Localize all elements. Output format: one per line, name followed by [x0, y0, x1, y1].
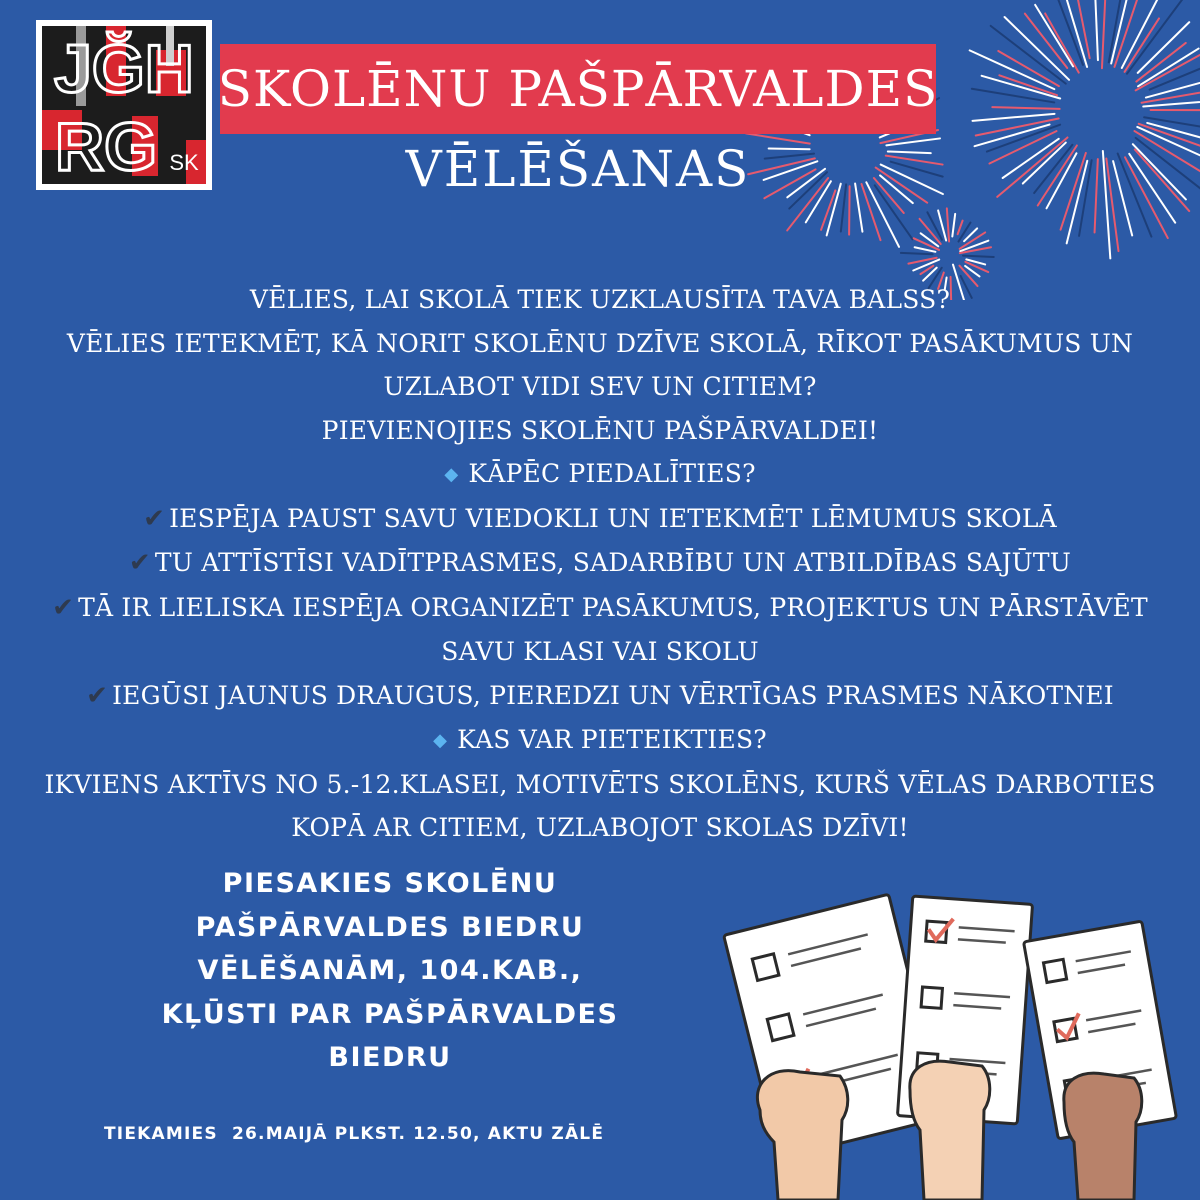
firework-ray	[1047, 153, 1077, 208]
logo-top-letters: JĞH	[54, 31, 194, 107]
cta-line: KĻŪSTI PAR PAŠPĀRVALDES	[161, 998, 619, 1030]
firework-ray	[963, 256, 994, 257]
benefit-item	[40, 541, 1160, 586]
check-mark-icon: ✔	[52, 592, 75, 623]
firework-ray	[947, 208, 949, 241]
benefit-item	[40, 674, 1160, 719]
call-to-action	[110, 862, 670, 1080]
why-heading	[40, 452, 1160, 497]
blue-diamond-icon: ◆	[433, 730, 448, 751]
firework-ray	[921, 233, 939, 246]
firework-ray	[1146, 82, 1200, 98]
firework-ray	[958, 221, 963, 235]
firework-burst	[970, 0, 1200, 258]
firework-ray	[901, 253, 933, 254]
firework-ray	[1095, 159, 1098, 232]
body-text	[40, 278, 1160, 850]
school-logo	[36, 20, 212, 190]
intro-line: VĒLIES IETEKMĒT, KĀ NORIT SKOLĒNU DZĪVE SKOLĀ, RĪKOT PASĀKUMUS UN	[66, 328, 1134, 358]
who-line: IKVIENS AKTĪVS NO 5.-12.KLASEI, MOTIVĒTS SKOLĒNS, KURŠ VĒLAS DARBOTIES	[44, 769, 1156, 799]
hand-left	[757, 1071, 847, 1200]
benefit-text: TĀ IR LIELISKA IESPĒJA ORGANIZĒT PASĀKUMUS, PROJEKTUS UN PĀRSTĀVĒT	[78, 592, 1148, 622]
firework-ray	[952, 214, 955, 237]
blue-diamond-icon: ◆	[444, 464, 459, 485]
firework-ray	[1125, 18, 1159, 71]
firework-ray	[1102, 0, 1106, 68]
firework-ray	[970, 50, 1055, 89]
firework-ray	[999, 75, 1057, 95]
cta-line: VĒLĒŠANĀM, 104.KAB.,	[197, 955, 583, 986]
cta-line: BIEDRU	[328, 1042, 452, 1073]
check-mark-icon: ✔	[86, 680, 109, 711]
benefit-item	[40, 497, 1160, 542]
benefit-text: IESPĒJA PAUST SAVU VIEDOKLI UN IETEKMĒT LĒMUMUS SKOLĀ	[169, 503, 1057, 533]
page-subtitle: VĒLĒŠANAS	[405, 140, 751, 198]
firework-ray	[1138, 49, 1199, 87]
intro-line: UZLABOT VIDI SEV UN CITIEM?	[383, 372, 817, 401]
firework-ray	[1144, 117, 1200, 134]
benefit-text: IEGŪSI JAUNUS DRAUGUS, PIEREDZI UN VĒRTĪGAS PRASMES NĀKOTNEI	[112, 680, 1114, 710]
benefit-item	[40, 586, 1160, 631]
who-heading-text: KAS VAR PIETEIKTIES?	[457, 725, 767, 754]
why-heading-text: KĀPĒC PIEDALĪTIES?	[468, 459, 756, 488]
check-mark-icon: ✔	[128, 548, 151, 578]
cta-line: PIESAKIES SKOLĒNU	[222, 868, 558, 899]
logo-badge: SK	[169, 150, 199, 175]
who-heading	[40, 718, 1160, 763]
ballot-hands-illustration	[720, 880, 1200, 1200]
intro-line: PIEVIENOJIES SKOLĒNU PAŠPĀRVALDEI!	[321, 415, 879, 445]
check-mark-icon: ✔	[143, 503, 166, 534]
page-title: SKOLĒNU PAŠPĀRVALDES	[217, 60, 939, 118]
firework-ray	[1127, 0, 1187, 74]
who-line: KOPĀ AR CITIEM, UZLABOJOT SKOLAS DZĪVI!	[291, 813, 909, 842]
logo-bottom-letters: RG	[55, 109, 157, 185]
firework-ray	[1113, 161, 1132, 235]
title-banner	[217, 44, 939, 134]
cta-line: PAŠPĀRVALDES BIEDRU	[195, 911, 585, 943]
hand-center	[910, 1061, 990, 1200]
benefit-text: TU ATTĪSTĪSI VADĪTPRASMES, SADARBĪBU UN ATBILDĪBAS SAJŪTU	[154, 548, 1072, 577]
firework-ray	[973, 114, 1055, 121]
firework-ray	[992, 107, 1059, 109]
hand-right	[1064, 1073, 1142, 1200]
benefit-continuation: SAVU KLASI VAI SKOLU	[441, 637, 759, 666]
firework-ray	[1095, 0, 1098, 60]
meeting-info: TIEKAMIES 26.MAIJĀ PLKST. 12.50, AKTU ZĀLĒ	[104, 1124, 605, 1144]
intro-line: VĒLIES, LAI SKOLĀ TIEK UZKLAUSĪTA TAVA BALSS?	[249, 285, 951, 314]
